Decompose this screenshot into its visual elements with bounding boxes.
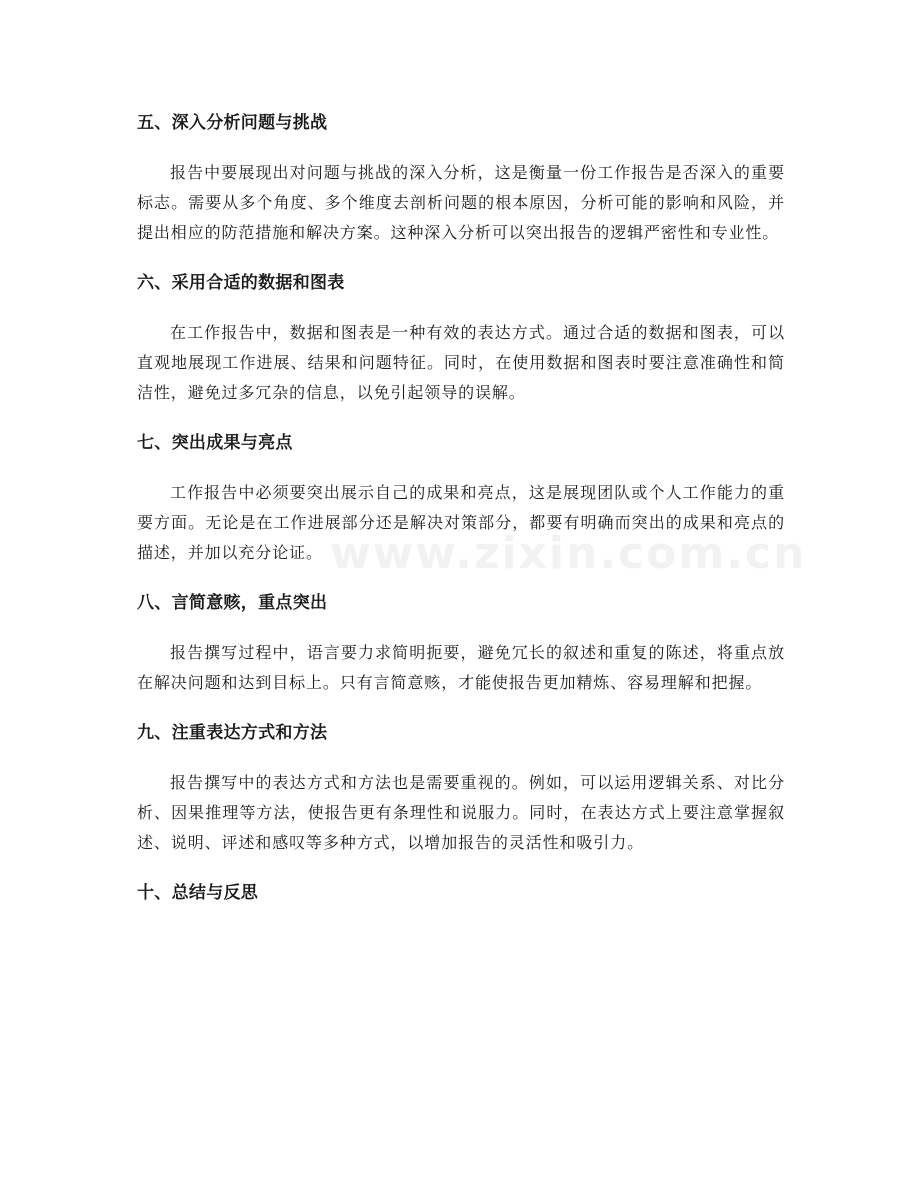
section-6	[137, 266, 785, 426]
watermark: www.zixin.com.cn	[330, 528, 807, 579]
section-paragraph: 报告中要展现出对问题与挑战的深入分析，这是衡量一份工作报告是否深入的重要标志。需要从多个角度、多个维度去剖析问题的根本原因，分析可能的影响和风险，并提出相应的防范措施和解决方案。这种深入分析可以突出报告的逻辑严密性和专业性。	[137, 163, 785, 242]
section-heading: 七、突出成果与亮点	[137, 433, 293, 453]
document-body	[137, 106, 785, 910]
section-heading: 八、言简意赅，重点突出	[137, 593, 328, 613]
section-paragraph: 报告撰写中的表达方式和方法也是需要重视的。例如，可以运用逻辑关系、对比分析、因果推理等方法，使报告更有条理性和说服力。同时，在表达方式上要注意掌握叙述、说明、评述和感叹等多种方式，以增加报告的灵活性和吸引力。	[137, 773, 785, 852]
section-7	[137, 426, 785, 586]
section-9	[137, 716, 785, 876]
section-paragraph: 报告撰写过程中，语言要力求简明扼要，避免冗长的叙述和重复的陈述，将重点放在解决问题和达到目标上。只有言简意赅，才能使报告更加精炼、容易理解和把握。	[137, 643, 785, 692]
section-heading: 九、注重表达方式和方法	[137, 723, 328, 743]
section-8	[137, 586, 785, 716]
section-10	[137, 876, 785, 910]
section-paragraph: 在工作报告中，数据和图表是一种有效的表达方式。通过合适的数据和图表，可以直观地展现工作进展、结果和问题特征。同时，在使用数据和图表时要注意准确性和简洁性，避免过多冗杂的信息，以免引起领导的误解。	[137, 323, 785, 402]
section-paragraph: 工作报告中必须要突出展示自己的成果和亮点，这是展现团队或个人工作能力的重要方面。无论是在工作进展部分还是解决对策部分，都要有明确而突出的成果和亮点的描述，并加以充分论证。	[137, 483, 785, 562]
section-heading: 十、总结与反思	[137, 883, 259, 903]
section-5	[137, 106, 785, 266]
section-heading: 五、深入分析问题与挑战	[137, 113, 328, 133]
section-heading: 六、采用合适的数据和图表	[137, 273, 345, 293]
